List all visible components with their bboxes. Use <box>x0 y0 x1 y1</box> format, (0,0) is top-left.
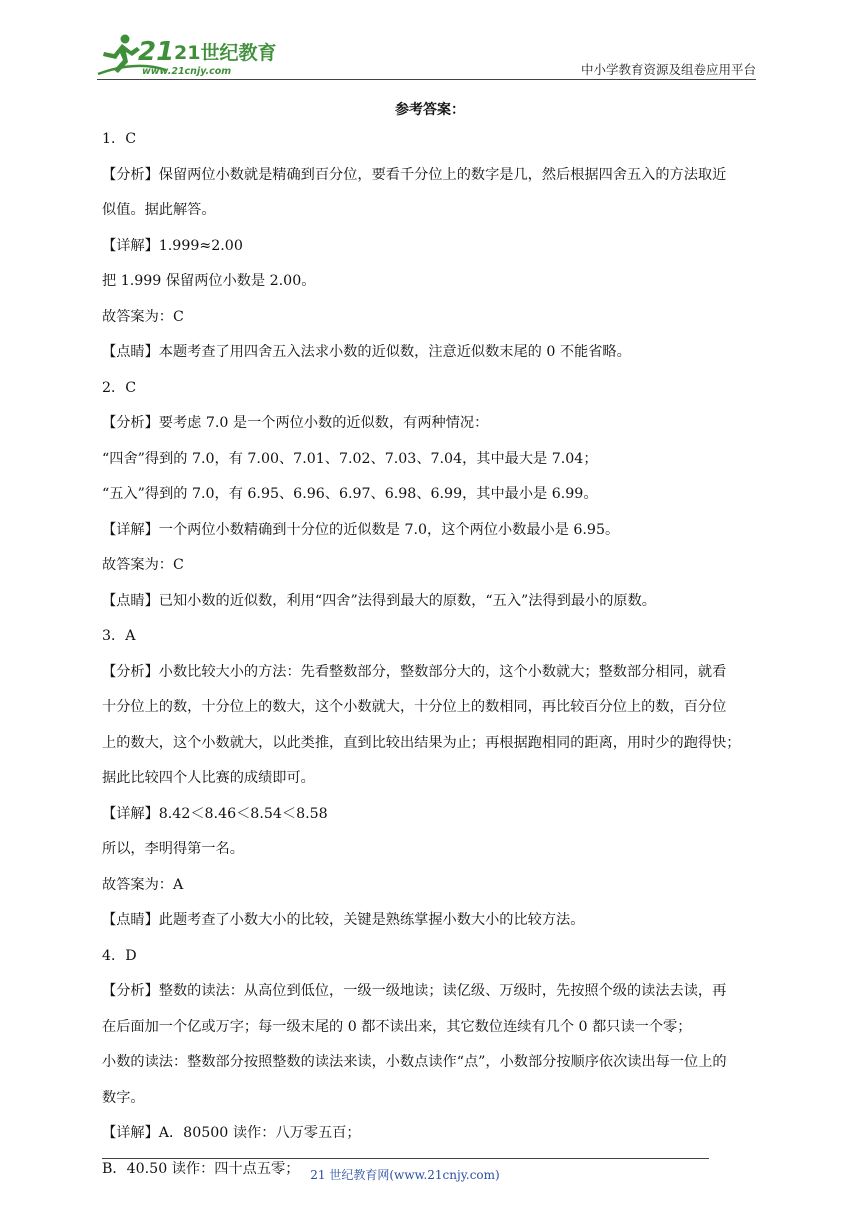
svg-text:21: 21 <box>138 37 175 67</box>
analysis-line: 【分析】小数比较大小的方法：先看整数部分，整数部分大的，这个小数就大；整数部分相同，就看 <box>102 663 727 680</box>
analysis-line: 上的数大，这个小数就大，以此类推，直到比较出结果为止；再根据跑相同的距离，用时少的跑得快； <box>102 734 741 751</box>
site-logo <box>96 30 277 78</box>
footer-divider <box>102 1158 709 1159</box>
page-footer: 21 世纪教育网(www.21cnjy.com) <box>310 1168 500 1182</box>
detail-line: 【详解】A．80500 读作：八万零五百； <box>102 1125 361 1141</box>
answer-content <box>102 128 762 1180</box>
remark-line: 【点睛】已知小数的近似数，利用“四舍”法得到最大的原数，“五入”法得到最小的原数。 <box>102 592 656 609</box>
answer-4-heading: 4．D <box>102 947 137 964</box>
detail-line: 【详解】一个两位小数精确到十分位的近似数是 7.0，这个两位小数最小是 6.95。 <box>102 521 620 538</box>
analysis-line: 【分析】整数的读法：从高位到低位，一级一级地读；读亿级、万级时，先按照个级的读法去读，再 <box>102 983 727 999</box>
header-divider <box>97 79 756 80</box>
detail-line: 【详解】8.42＜8.46＜8.54＜8.58 <box>102 805 328 822</box>
analysis-line: “四舍”得到的 7.0，有 7.00、7.01、7.02、7.03、7.04，其中最大是 7.04； <box>102 450 598 467</box>
answer-line: 故答案为：C <box>102 308 184 325</box>
detail-line: 把 1.999 保留两位小数是 2.00。 <box>102 273 316 289</box>
analysis-line: 【分析】要考虑 7.0 是一个两位小数的近似数，有两种情况： <box>102 415 489 431</box>
logo-url: www.21cnjy.com <box>142 66 232 77</box>
logo-text: 21世纪教育 <box>174 42 277 64</box>
remark-line: 【点睛】本题考查了用四舍五入法求小数的近似数，注意近似数末尾的 0 不能省略。 <box>102 344 631 360</box>
answer-line: 故答案为：C <box>102 557 184 573</box>
page-header <box>0 0 860 82</box>
page-title: 参考答案： <box>395 102 465 118</box>
analysis-line: 数字。 <box>102 1089 145 1106</box>
detail-line: 【详解】1.999≈2.00 <box>102 237 243 254</box>
analysis-line: 据此比较四个人比赛的成绩即可。 <box>102 770 315 786</box>
header-platform-text: 中小学教育资源及组卷应用平台 <box>580 62 756 77</box>
remark-line: 【点睛】此题考查了小数大小的比较，关键是熟练掌握小数大小的比较方法。 <box>102 912 585 928</box>
analysis-line: 十分位上的数，十分位上的数大，这个小数就大，十分位上的数相同，再比较百分位上的数，百分位 <box>102 699 727 715</box>
answer-2-heading: 2．C <box>102 379 137 396</box>
analysis-line: 在后面加一个亿或万字；每一级末尾的 0 都不读出来，其它数位连续有几个 0 都只读一个零； <box>102 1018 692 1035</box>
analysis-line: 【分析】保留两位小数就是精确到百分位，要看千分位上的数字是几，然后根据四舍五入的方法取近 <box>102 166 727 183</box>
analysis-line: “五入”得到的 7.0，有 6.95、6.96、6.97、6.98、6.99，其中最小是 6.99。 <box>102 486 598 502</box>
analysis-line: 小数的读法：整数部分按照整数的读法来读，小数点读作“点”，小数部分按顺序依次读出每一位上的 <box>102 1054 727 1070</box>
answer-3-heading: 3．A <box>102 628 136 644</box>
analysis-line: 似值。据此解答。 <box>102 202 216 218</box>
answer-line: 故答案为：A <box>102 876 184 893</box>
answer-1-heading: 1．C <box>102 131 137 147</box>
detail-line: B．40.50 读作：四十点五零； <box>102 1160 300 1177</box>
detail-line: 所以，李明得第一名。 <box>102 841 244 857</box>
